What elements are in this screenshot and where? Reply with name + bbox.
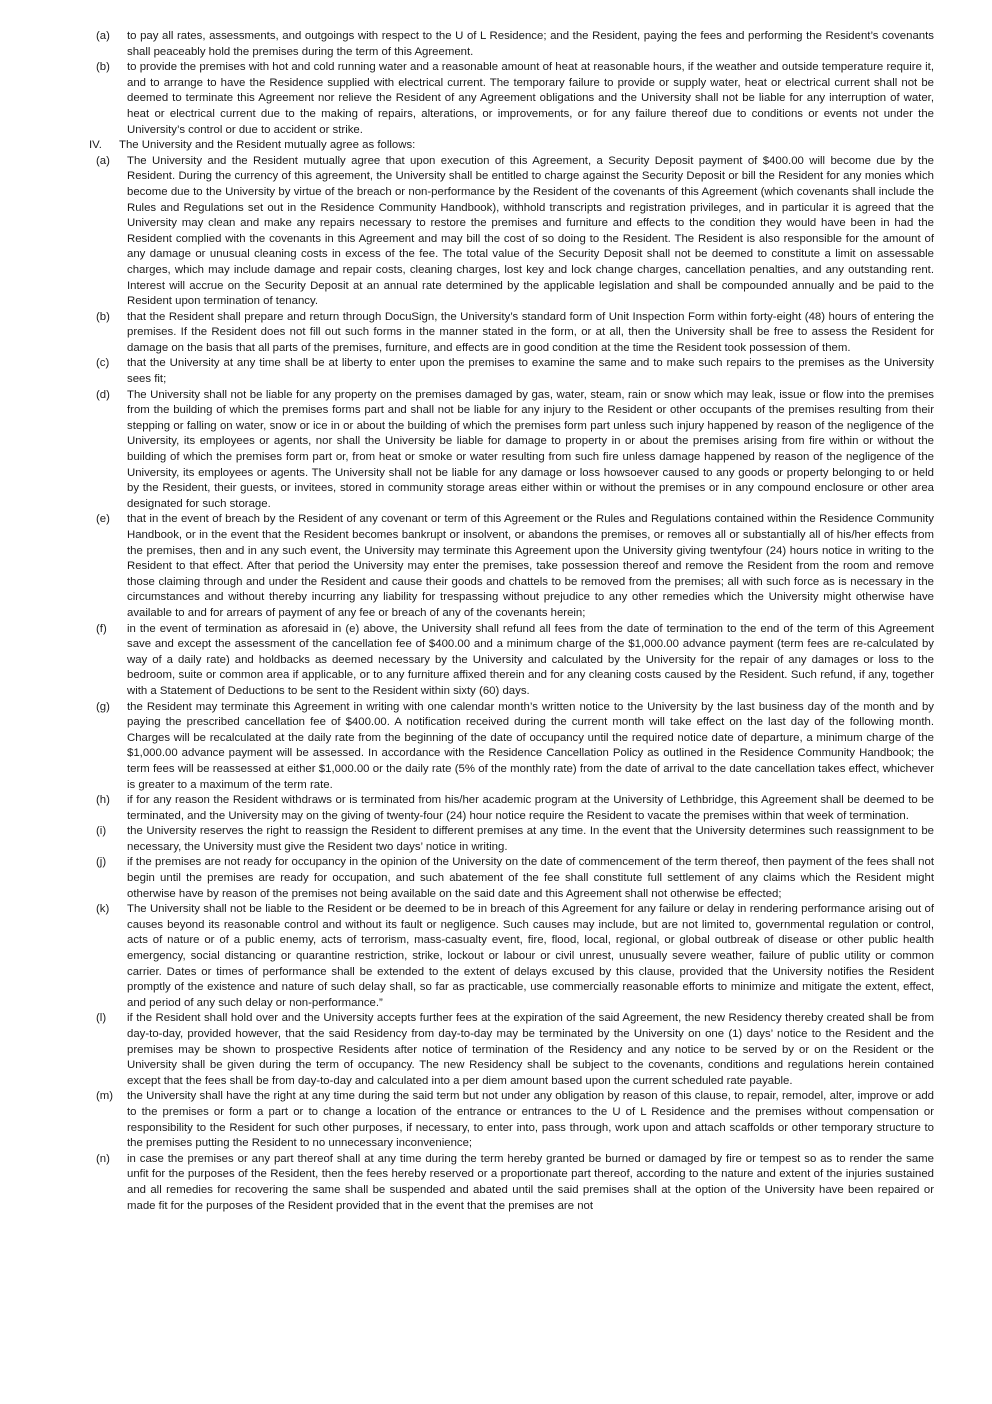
clause-text: The University and the Resident mutually agree that upon execution of this Agreement, a Security Deposit payment of $400.00 will become due by the Resident. During the currency of this agreement, the University shall be entitled to charge against the Security Deposit or bill the Resident for any monies which become due to the University by virtue of the breach or non-performance by the Resident of the covenants of this Agreement (which covenants shall include the Rules and Regulations set out in the Residence Community Handbook), withhold transcripts and registration privileges, and in particular it is agreed that the University may clean and make any repairs necessary to restore the premises and furniture and effects to the condition they would have been in had the Resident complied with the covenants in this Agreement and may bill the cost of so doing to the Resident. The Resident is also responsible for the amount of any damage or unusual cleaning costs in excess of the fee. The total value of the Security Deposit shall not be deemed to constitute a limit on assessable charges, which may include damage and repair costs, cleaning charges, lost key and lock change charges, cancellation penalties, and any outstanding rent. Interest will accrue on the Security Deposit at an annual rate determined by the applicable legislation and shall be compounded annually and be paid to the Resident upon termination of tenancy. (127, 154, 934, 308)
clause-d (0, 388, 992, 513)
clause-h (0, 793, 992, 824)
clause-a (0, 154, 992, 310)
clause-label: (h) (96, 794, 110, 807)
clause-text: to provide the premises with hot and cold running water and a reasonable amount of heat at reasonable hours, if the weather and outside temperature require it, and to arrange to have the Residence supplied with electrical current. The temporary failure to provide or supply water, heat or electrical current shall not be deemed to terminate this Agreement nor relieve the Resident of any Agreement obligations and the University shall not be liable for any interruption of water, heat or electrical current due to the making of repairs, alterations, or improvements, or for any failure thereof due to conditions or events not under the University’s control or due to accident or strike. (127, 61, 934, 136)
clause-text: to pay all rates, assessments, and outgoings with respect to the U of L Residence; and the Resident, paying the fees and performing the Resident’s covenants shall peaceably hold the premises during the term of this Agreement. (127, 30, 934, 58)
clause-label: (b) (96, 61, 110, 74)
clause-label: (f) (96, 622, 107, 635)
clause-m (0, 1089, 992, 1151)
clause-e (0, 512, 992, 621)
clause-text: the Resident may terminate this Agreement in writing with one calendar month’s written notice to the University by the last business day of the month and by paying the prescribed cancellation fee of $400.00. A notification received during the current month will take effect on the last day of the following month. Charges will be recalculated at the daily rate from the beginning of the date of occupancy until the required notice date of departure, a minimum charge of the $1,000.00 advance payment will be assessed. In accordance with the Residence Cancellation Policy as outlined in the Residence Community Handbook; the term fees will be reassessed at either $1,000.00 or the daily rate (5% of the monthly rate) from the date of arrival to the date cancellation takes effect, whichever is greater to a maximum of the term rate. (127, 700, 934, 791)
clause-text: The University shall not be liable to the Resident or be deemed to be in breach of this Agreement for any failure or delay in rendering performance arising out of causes beyond its reasonable control and without its fault or negligence. Such causes may include, but are not limited to, governmental regulation or control, acts of nature or of a public enemy, acts of terrorism, mass-casualty event, fire, flood, local, regional, or global outbreak of disease or other public health emergency, social distancing or quarantine restriction, strike, lockout or labour or civil unrest, unusually severe weather, failure of public utility or common carrier. Dates or times of performance shall be extended to the extent of delays excused by this clause, provided that the University notifies the Resident promptly of the existence and nature of such delay shall, so far as practicable, use commercially reasonable efforts to minimize and mitigate the extent, effect, and period of any such delay or non-performance.” (127, 903, 934, 1009)
clause-label: (e) (96, 513, 110, 526)
clause-text: if the premises are not ready for occupancy in the opinion of the University on the date of commencement of the term thereof, then payment of the fees shall not begin until the premises are ready for occupation, and such abatement of the fee shall constitute full settlement of any claims which the Resident might otherwise have by reason of the premises not being available on the said date and this Agreement shall not otherwise be effected; (127, 856, 934, 900)
clause-i (0, 824, 992, 855)
clause-text: in case the premises or any part thereof shall at any time during the term hereby granted be burned or damaged by fire or tempest so as to render the same unfit for the purposes of the Resident, then the fees hereby reserved or a proportionate part thereof, according to the nature and extent of the injuries sustained and all remedies for recovering the same shall be suspended and abated until the said premises shall at the option of the University have been repaired or made fit for the purposes of the Resident provided that in the event that the premises are not (127, 1152, 934, 1212)
clause-label: (i) (96, 825, 107, 838)
clause-text: in the event of termination as aforesaid in (e) above, the University shall refund all fees from the date of termination to the end of the term of this Agreement save and except the assessment of the cancellation fee of $400.00 and a minimum charge of the $1,000.00 advance payment (term fees are re-calculated by way of a daily rate) and holdbacks as deemed necessary by the University and calculated by the University for the repair of any damages or loss to the bedroom, suite or common area if applicable, or to any furniture affixed therein and for any cleaning costs caused by the Resident. Such refund, if any, together with a Statement of Deductions to be sent to the Resident within sixty (60) days. (127, 622, 934, 697)
clause-l (0, 1011, 992, 1089)
clause-b (0, 310, 992, 357)
clause-label: (j) (96, 856, 107, 869)
section-number: IV. (89, 139, 102, 152)
clause-text: The University shall not be liable for any property on the premises damaged by gas, water, steam, rain or snow which may leak, issue or flow into the premises from the building of which the premises forms part and shall not be liable for any injury to the Resident or other occupants of the premises resulting from their stepping or falling on water, snow or ice in or about the building of which the premises form part unless such injury happened by reason of the negligence of the University, its employees or agents, nor shall the University be liable for damage to property in or about the premises arising from fire within or without the building of which the premises form part or, from heat or smoke or water resulting from such fire unless damage happened by reason of the negligence of the University, its employees or agents. The University shall not be liable for any damage or loss howsoever caused to any goods or property belonging to or held by the Resident, their guests, or invitees, stored in community storage areas either within or without the premises or in any compound enclosure or other area designated for such storage. (127, 388, 934, 510)
clause-text: that the Resident shall prepare and return through DocuSign, the University’s standard form of Unit Inspection Form within forty-eight (48) hours of entering the premises. If the Resident does not fill out such forms in the manner stated in the form, or at all, then the University shall be free to assess the Resident for damage on the basis that all parts of the premises, furniture, and effects are in good condition at the time the Resident took possession of them. (127, 310, 934, 354)
clause-c (0, 356, 992, 387)
section-heading (0, 138, 992, 154)
clause-text: if the Resident shall hold over and the University accepts further fees at the expiration of the said Agreement, the new Residency thereby created shall be from day-to-day, provided however, that the said Residency from day-to-day may be terminated by the University on one (1) days’ notice to the Resident and the premises may be shown to prospective Residents after notice of termination of the Residency and any notice to be served by or on the Resident or the University shall be given during the term of occupancy. The new Residency shall be subject to the covenants, conditions and regulations herein contained except that the fees shall be from day-to-day and calculated into a per diem amount based upon the current scheduled rate payable. (127, 1012, 934, 1087)
clause-k (0, 902, 992, 1011)
clause-label: (l) (96, 1012, 107, 1025)
clause-label: (k) (96, 903, 110, 916)
preamble-clause-b (0, 60, 992, 138)
clause-label: (m) (96, 1090, 114, 1103)
clause-label: (c) (96, 357, 110, 370)
clause-n (0, 1152, 992, 1214)
clause-text: that in the event of breach by the Resident of any covenant or term of this Agreement or the Rules and Regulations contained within the Residence Community Handbook, or in the event that the Resident becomes bankrupt or insolvent, or abandons the premises, or removes all or substantially all of his/her effects from the premises, then and in any such event, the University may terminate this Agreement upon the University giving twentyfour (24) hours notice in writing to the Resident to that effect. After that period the University may enter the premises, take possession thereof and remove the Resident from the room and remove those claiming through and under the Resident and cause their goods and chattels to be removed from the premises; all with such force as is necessary in the circumstances and without thereby incurring any liability for trespassing without prejudice to any other remedies which the University might otherwise have available to and for arrears of payment of any fee or breach of any of the covenants herein; (127, 513, 934, 619)
clause-label: (n) (96, 1152, 110, 1165)
clause-label: (g) (96, 700, 110, 713)
clause-f (0, 622, 992, 700)
clause-text: the University reserves the right to reassign the Resident to different premises at any time. In the event that the University determines such reassignment to be necessary, the University must give the Resident two days’ notice in writing. (127, 825, 934, 853)
clause-label: (b) (96, 310, 110, 323)
clause-text: that the University at any time shall be at liberty to enter upon the premises to examine the same and to make such repairs to the premises as the University sees fit; (127, 357, 934, 386)
preamble-clause-a (0, 29, 992, 60)
clause-j (0, 855, 992, 902)
document-body (0, 29, 992, 1214)
clause-text: the University shall have the right at any time during the said term but not under any obligation by reason of this clause, to repair, remodel, alter, improve or add to the premises or form a part or to change a location of the entrance or entrances to the U of L Residence and the premises without compensation or responsibility to the Resident for such other purposes, if necessary, to enter into, pass through, work upon and attach scaffolds or other temporary structure to the premises putting the Resident to no unnecessary inconvenience; (127, 1090, 934, 1150)
clause-text: if for any reason the Resident withdraws or is terminated from his/her academic program at the University of Lethbridge, this Agreement shall be deemed to be terminated, and the University may on the giving of twenty-four (24) hour notice require the Resident to vacate the premises within that week of termination. (127, 794, 934, 822)
section-title: The University and the Resident mutually agree as follows: (119, 139, 416, 152)
clause-g (0, 700, 992, 794)
clause-label: (d) (96, 388, 110, 401)
clause-label: (a) (96, 154, 110, 167)
clause-label: (a) (96, 30, 110, 42)
